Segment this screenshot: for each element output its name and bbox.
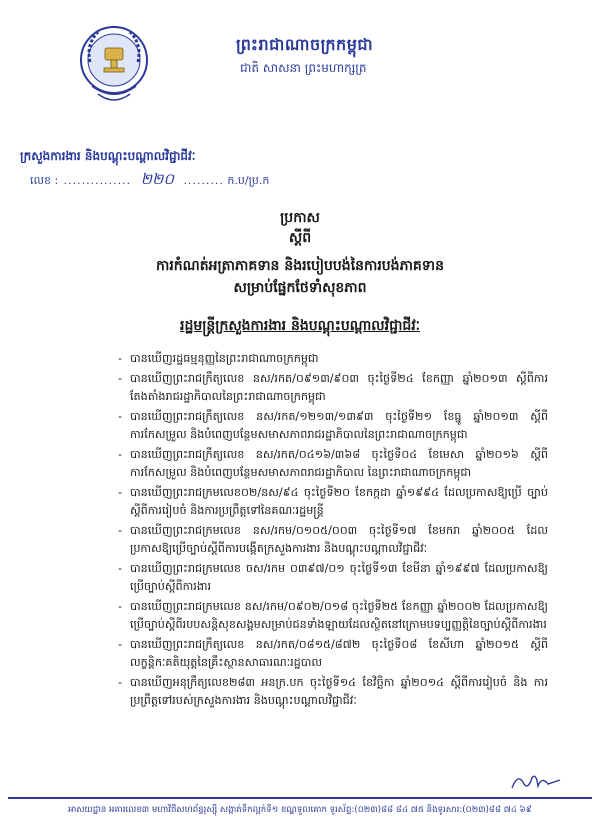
reference-item: - បានឃើញព្រះរាជក្រឹត្យលេខ នស/រកត/១២១៣/១៣៩៣ ចុះថ្ងៃទី២១ ខែធ្នូ ឆ្នាំ២០១៣ ស្តីពីការកែសម្រួល និងបំពេញបន្ថែមសមាសភាពរាជរដ្ឋាភិបាលនៃព្រះរាជាណាចក្រកម្ពុជា [118,409,548,441]
reference-item: - បានឃើញព្រះរាជក្រឹត្យលេខ នស/រកត/០៨១៥/៨៧២ ចុះថ្ងៃទី០៨ ខែសីហា ឆ្នាំ២០១៥ ស្តីពីលក្ខន្តិកៈគតិយុត្តនៃគ្រឹះស្ថានសាធារណៈរដ្ឋបាល [118,637,548,669]
footer-address: អាសយដ្ឋាន អគារលេខ៣ មហាវិថីសហព័ន្ធរុស្ស៊ី សង្កាត់ទឹកល្អក់ទី១ ខណ្ឌទួលគោក ទូរស័ព្ទ:(០២៣)៨៨ ៨៤ ៧៥ និងទូរសារ:(០២៣)៨៨ ៧៤ ៦៩ [68,805,532,815]
dotted-leader: : ............... [54,174,132,187]
reference-item: - បានឃើញព្រះរាជក្រមលេខ នស/រកម/០៩០២/០១៨ ចុះថ្ងៃទី២៥ ខែកញ្ញា ឆ្នាំ២០០២ ដែលប្រកាសឱ្យប្រើច្បាប់ស្តីពីរបបសន្តិសុខសង្គមសម្រាប់ជនទាំងឡាយដែលស្ថិតនៅក្រោមបទប្បញ្ញត្តិនៃច្បាប់ស្តីពីការងារ [118,599,548,631]
kingdom-title: ព្រះរាជាណាចក្រកម្ពុជា [236,35,374,54]
issuing-ministry: ក្រសួងការងារ និងបណ្តុះបណ្តាលវិជ្ជាជីវៈ [20,149,196,163]
number-label: លេខ [30,174,51,187]
document-number-line [30,170,269,192]
reference-item: - បានឃើញព្រះរាជក្រមលេខ០២/នស/៩៤ ចុះថ្ងៃទី២០ ខែកក្កដា ឆ្នាំ១៩៩៤ ដែលប្រកាសឱ្យប្រើ ច្បាប់ស្តីពីការរៀបចំ និងការប្រព្រឹត្តទៅនៃគណៈរដ្ឋមន្ត្រី [118,485,548,517]
ministry-seal-logo [78,20,150,130]
national-motto: ជាតិ សាសនា ព្រះមហាក្សត្រ [240,61,367,75]
footer-divider [8,797,592,799]
number-suffix: ក.ប/ប្រ.ក [227,174,270,187]
reference-item: - បានឃើញរដ្ឋធម្មនុញ្ញនៃព្រះរាជាណាចក្រកម្ពុជា [118,352,319,365]
document-number: ២២០ [140,170,174,188]
subject-line-2: សម្រាប់ផ្នែកថែទាំសុខភាព [233,280,367,296]
about-label: ស្តីពី [288,230,312,246]
handwritten-initials [508,770,564,792]
reference-item: - បានឃើញព្រះរាជក្រឹត្យលេខ នស/រកត/០៤១៦/៣៦៨ ចុះថ្ងៃទី០៤ ខែមេសា ឆ្នាំ២០១៦ ស្តីពីការកែសម្រួល និងបំពេញបន្ថែមសមាសភាពរាជរដ្ឋាភិបាល នៃព្រះរាជាណាចក្រកម្ពុជា [118,447,548,479]
dotted-leader: ......... [183,174,224,187]
minister-heading: រដ្ឋមន្ត្រីក្រសួងការងារ និងបណ្តុះបណ្តាលវិជ្ជាជីវៈ [180,318,420,334]
reference-item: - បានឃើញព្រះរាជក្រមលេខ នស/រកម/០១០៥/០០៣ ចុះថ្ងៃទី១៧ ខែមករា ឆ្នាំ២០០៥ ដែលប្រកាសឱ្យប្រើច្បាប់ស្តីពីការបង្កើតក្រសួងការងារ និងបណ្តុះបណ្តាលវិជ្ជាជីវៈ [118,523,548,555]
references-list [118,350,548,712]
reference-item: - បានឃើញអនុក្រឹត្យលេខ២៨៣ អនក្រ.បក ចុះថ្ងៃទី១៤ ខែវិច្ឆិកា ឆ្នាំ២០១៤ ស្តីពីការរៀបចំ និង ការប្រព្រឹត្តទៅរបស់ក្រសួងការងារ និងបណ្តុះបណ្តាលវិជ្ជាជីវៈ [118,675,548,707]
document-type: ប្រកាស [280,210,320,226]
reference-item: - បានឃើញព្រះរាជក្រមលេខ ចស/រកម ០៣៩៧/០១ ចុះថ្ងៃទី១៣ ខែមីនា ឆ្នាំ១៩៩៧ ដែលប្រកាសឱ្យប្រើច្បាប់ស្តីពីការងារ [118,561,548,593]
subject-line-1: ការកំណត់អត្រាភាគទាន និងរបៀបបង់នៃការបង់ភាគទាន [155,258,445,274]
reference-item: - បានឃើញព្រះរាជក្រឹត្យលេខ នស/រកត/០៩១៣/៩០៣ ចុះថ្ងៃទី២៤ ខែកញ្ញា ឆ្នាំ២០១៣ ស្តីពីការតែងតាំងរាជរដ្ឋាភិបាលនៃព្រះរាជាណាចក្រកម្ពុជា [118,371,548,403]
